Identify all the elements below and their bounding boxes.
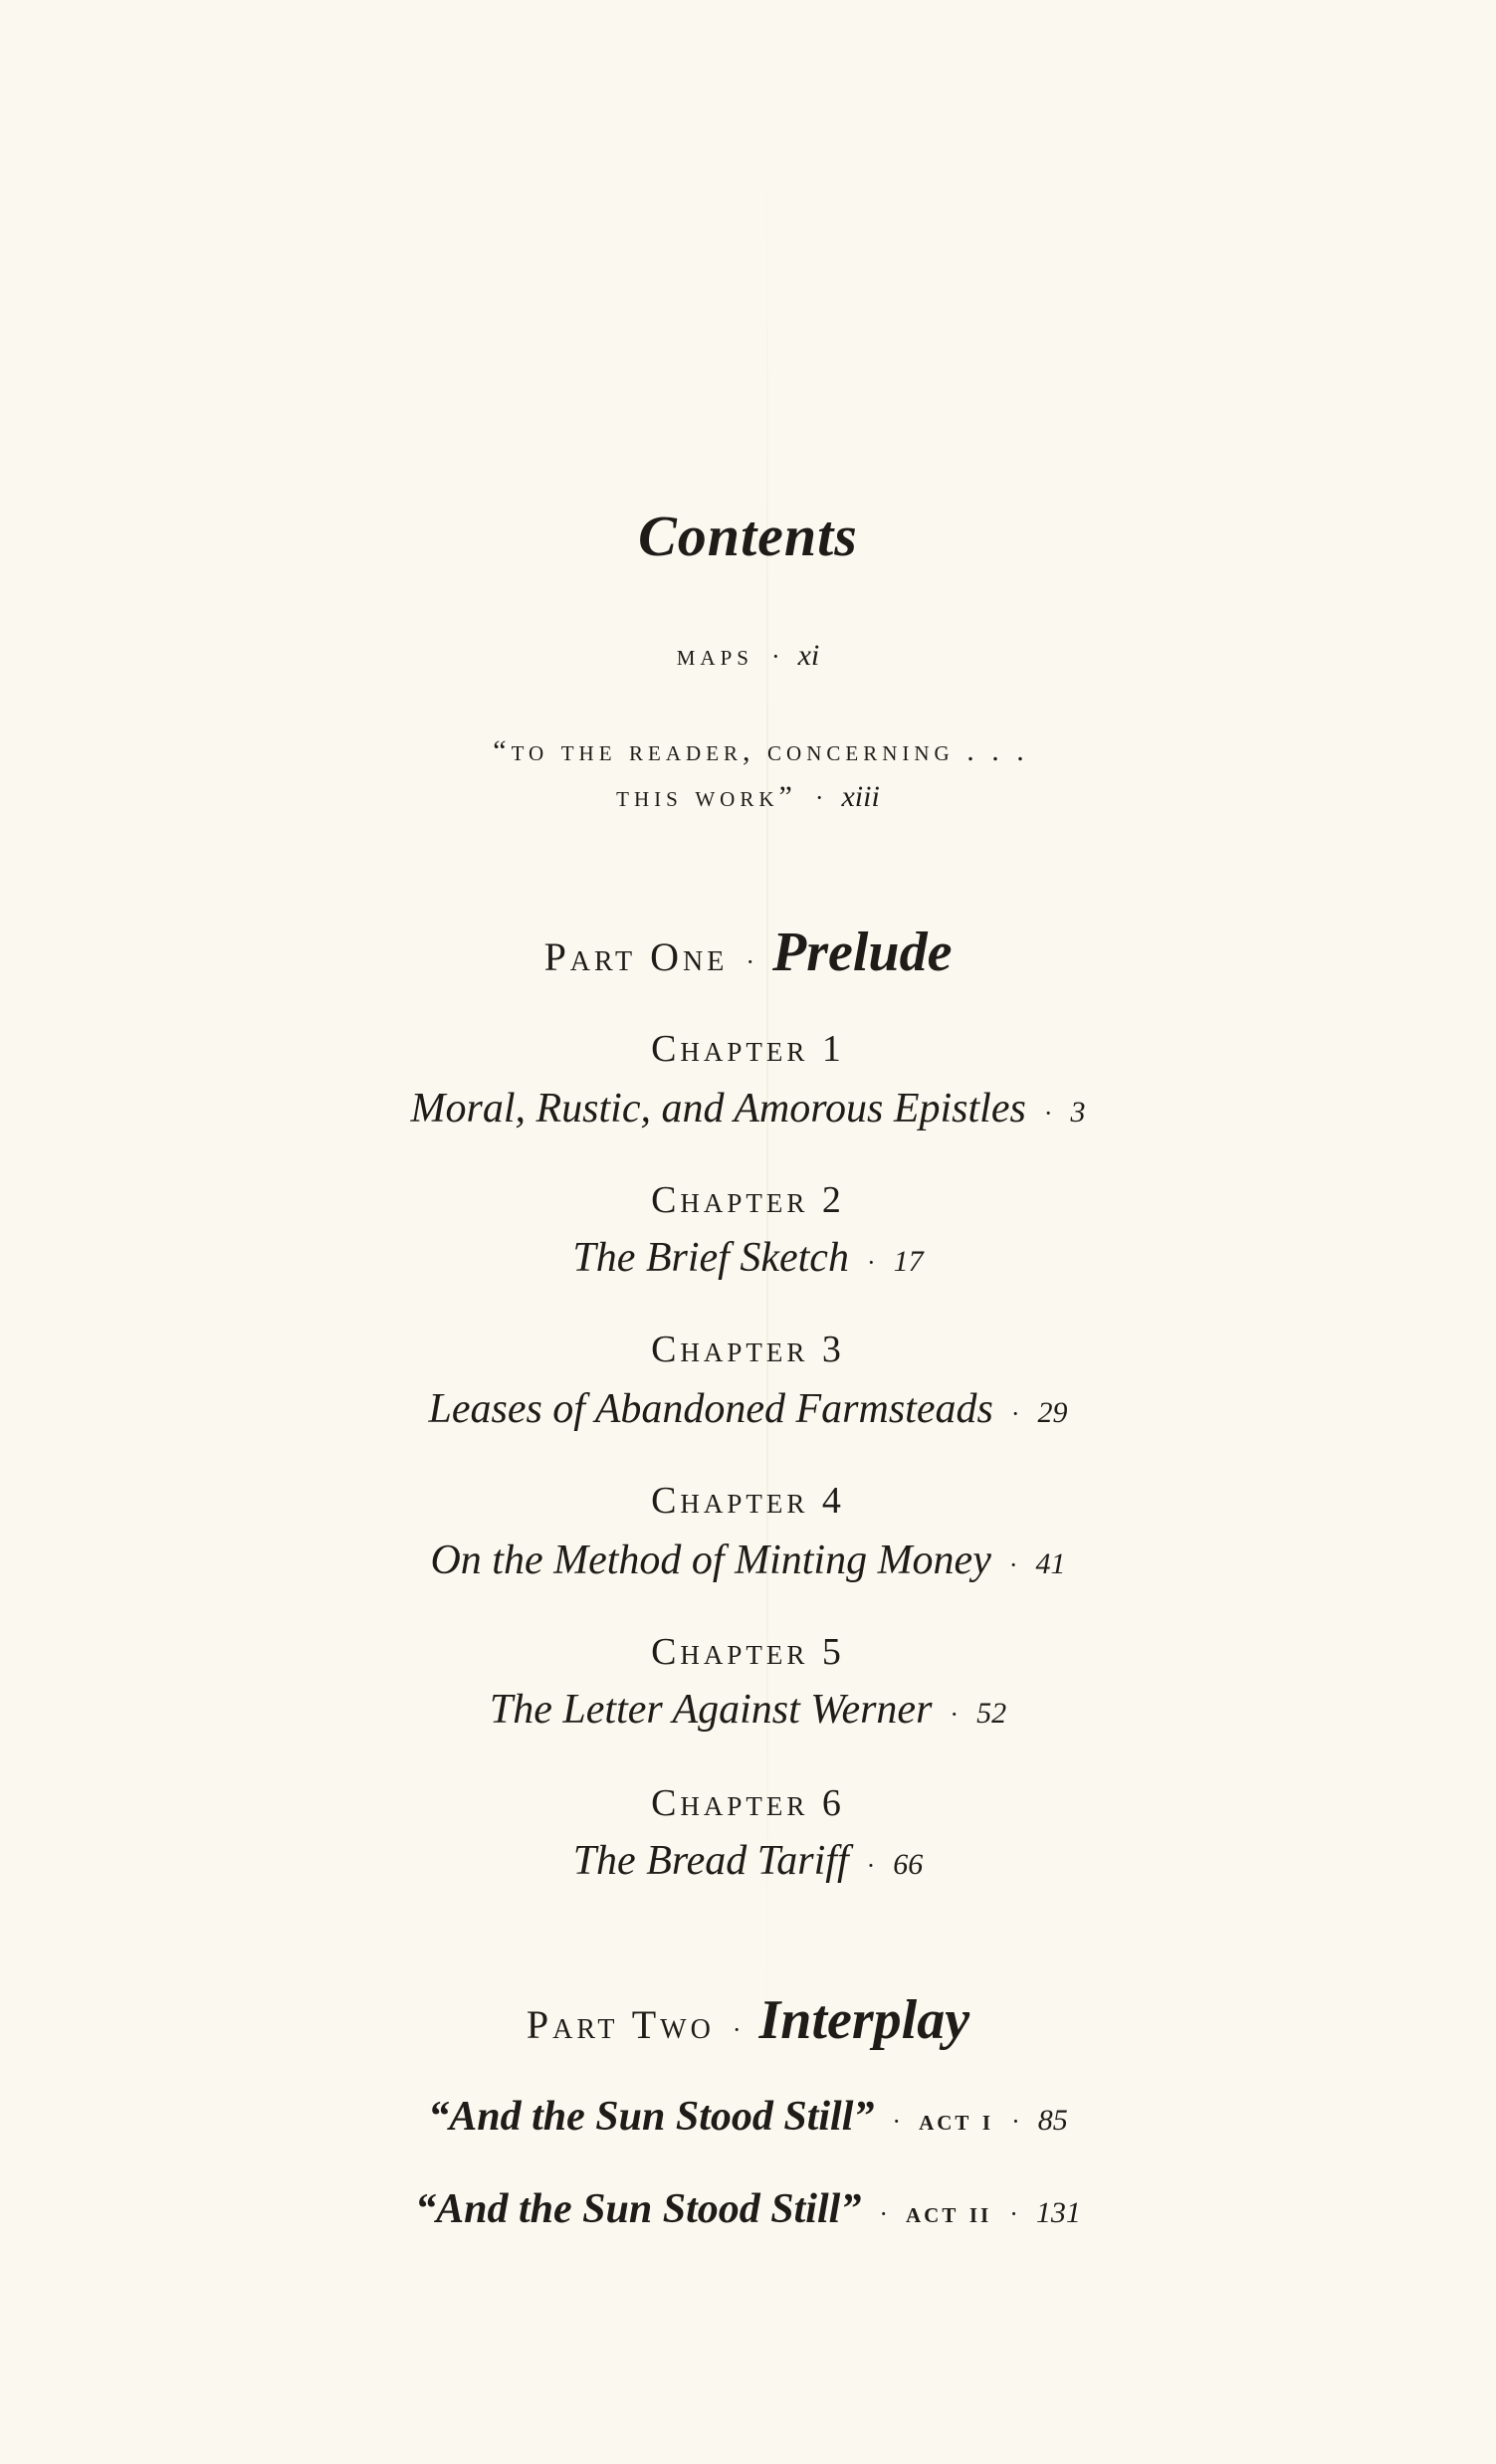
entry-page: xiii	[841, 780, 880, 813]
entry-label: maps	[676, 639, 753, 672]
toc-entry-chapter-3[interactable]	[0, 1385, 1496, 1433]
separator-dot: ·	[814, 783, 824, 812]
toc-entry-to-the-reader-line1[interactable]	[0, 734, 1496, 768]
entry-label: “to the reader, concerning . . .	[493, 734, 1029, 767]
chapter-title: Leases of Abandoned Farmsteads	[428, 1386, 993, 1432]
part-heading-one	[0, 921, 1496, 984]
separator-dot: ·	[866, 1248, 876, 1277]
act-page: 85	[1037, 2104, 1068, 2137]
entry-page: xi	[797, 639, 820, 672]
toc-entry-chapter-5[interactable]	[0, 1686, 1496, 1734]
part-label: Part Two	[526, 2002, 715, 2047]
chapter-page: 52	[976, 1697, 1007, 1730]
chapter-page: 66	[893, 1848, 924, 1881]
act-label: act i	[919, 2104, 994, 2137]
act-page: 131	[1035, 2196, 1081, 2229]
toc-entry-maps[interactable]	[0, 639, 1496, 673]
toc-entry-to-the-reader-line2[interactable]	[0, 780, 1496, 814]
chapter-title: The Letter Against Werner	[489, 1687, 933, 1733]
entry-label: this work”	[616, 780, 797, 813]
chapter-page: 3	[1070, 1096, 1086, 1129]
separator-dot: ·	[1010, 1399, 1020, 1428]
chapter-title: The Brief Sketch	[572, 1235, 849, 1281]
chapter-title: On the Method of Minting Money	[430, 1538, 991, 1583]
toc-entry-chapter-6[interactable]	[0, 1837, 1496, 1885]
toc-entry-chapter-4[interactable]	[0, 1537, 1496, 1584]
chapter-label: Chapter 2	[651, 1179, 845, 1221]
toc-entry-chapter-1[interactable]	[0, 1085, 1496, 1132]
act-title: “And the Sun Stood Still”	[428, 2094, 875, 2140]
separator-dot: ·	[732, 2015, 742, 2044]
chapter-label: Chapter 6	[651, 1782, 845, 1824]
act-title: “And the Sun Stood Still”	[415, 2186, 862, 2232]
chapter-label: Chapter 3	[651, 1329, 845, 1370]
separator-dot: ·	[1011, 2107, 1020, 2136]
toc-entry-chapter-2[interactable]	[0, 1234, 1496, 1282]
separator-dot: ·	[770, 642, 780, 671]
chapter-title: The Bread Tariff	[572, 1838, 849, 1884]
chapter-page: 29	[1037, 1396, 1068, 1429]
chapter-page: 41	[1035, 1547, 1066, 1580]
chapter-title: Moral, Rustic, and Amorous Epistles	[410, 1086, 1026, 1131]
chapter-page: 17	[893, 1245, 924, 1278]
separator-dot: ·	[1009, 2199, 1018, 2228]
page-title: Contents	[638, 504, 858, 568]
part-name: Prelude	[772, 922, 953, 983]
separator-dot: ·	[950, 1700, 960, 1729]
chapter-label: Chapter 4	[651, 1480, 845, 1522]
separator-dot: ·	[746, 947, 755, 976]
separator-dot: ·	[1008, 1550, 1018, 1579]
part-name: Interplay	[758, 1989, 970, 2051]
separator-dot: ·	[879, 2199, 888, 2228]
part-heading-two	[0, 1988, 1496, 2052]
toc-entry-act-1[interactable]	[0, 2093, 1496, 2141]
toc-entry-act-2[interactable]	[0, 2185, 1496, 2233]
separator-dot: ·	[866, 1851, 876, 1880]
separator-dot: ·	[1043, 1099, 1053, 1128]
part-label: Part One	[543, 934, 729, 979]
act-label: act ii	[906, 2196, 992, 2229]
separator-dot: ·	[892, 2107, 902, 2136]
chapter-label: Chapter 1	[651, 1028, 845, 1070]
chapter-label: Chapter 5	[651, 1631, 845, 1673]
